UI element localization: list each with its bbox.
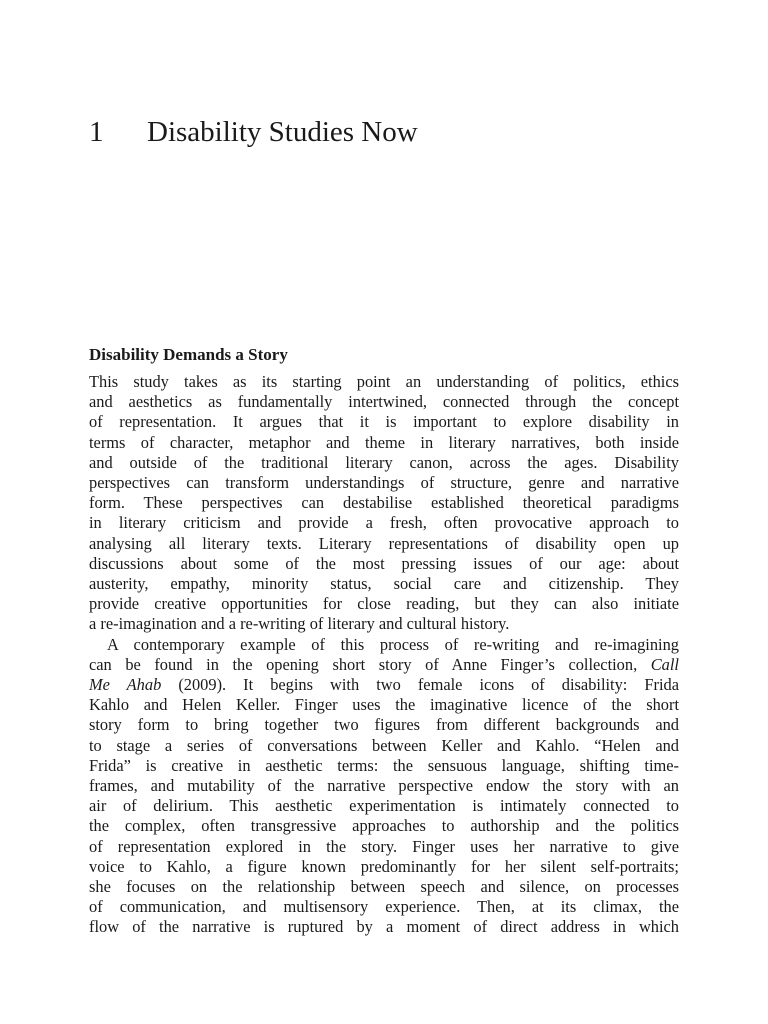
body-text [89, 372, 679, 938]
book-title-italic: Me Ahab [89, 675, 162, 695]
text-line: she focuses on the relationship between speech and silence, on processes [89, 877, 679, 897]
text-line: and outside of the traditional literary canon, across the ages. Disability [89, 452, 679, 472]
text-line: provide creative opportunities for close reading, but they can also initiate [89, 594, 679, 614]
text-line: the complex, often transgressive approaches to authorship and the politics [89, 816, 679, 836]
text-line: austerity, empathy, minority status, social care and citizenship. They [89, 574, 679, 594]
text-line: Frida” is creative in aesthetic terms: the sensuous language, shifting time- [89, 755, 679, 775]
text-line: form. These perspectives can destabilise established theoretical paradigms [89, 493, 679, 513]
text-line: of representation explored in the story. Finger uses her narrative to give [89, 836, 679, 856]
text-line: air of delirium. This aesthetic experimentation is intimately connected to [89, 796, 679, 816]
text-line: flow of the narrative is ruptured by a moment of direct address in which [89, 917, 679, 937]
text-line: story form to bring together two figures from different backgrounds and [89, 715, 679, 735]
book-title-italic: Call [650, 654, 679, 674]
text-run: (2009). It begins with two female icons of disability: Frida [178, 675, 679, 695]
chapter-title: Disability Studies Now [147, 116, 418, 148]
text-line: terms of character, metaphor and theme in literary narratives, both inside [89, 432, 679, 452]
paragraph-2 [89, 635, 679, 938]
text-line [89, 675, 679, 695]
text-line: a re-imagination and a re-writing of literary and cultural history. [89, 614, 510, 634]
paragraph-1 [89, 372, 679, 635]
text-line: discussions about some of the most pressing issues of our age: about [89, 553, 679, 573]
chapter-number: 1 [89, 116, 104, 148]
text-run: can be found in the opening short story of Anne Finger’s collection, [89, 654, 638, 674]
text-line: to stage a series of conversations between Keller and Kahlo. “Helen and [89, 735, 679, 755]
chapter-heading [89, 112, 418, 152]
text-line: voice to Kahlo, a figure known predominantly for her silent self-portraits; [89, 856, 679, 876]
text-line: analysing all literary texts. Literary representations of disability open up [89, 533, 679, 553]
text-line: of communication, and multisensory experience. Then, at its climax, the [89, 897, 679, 917]
text-line [89, 655, 679, 675]
section-heading: Disability Demands a Story [89, 345, 288, 364]
text-line: This study takes as its starting point an understanding of politics, ethics [89, 372, 679, 391]
book-page [89, 0, 679, 1024]
text-line: and aesthetics as fundamentally intertwined, connected through the concept [89, 392, 679, 412]
text-line: perspectives can transform understandings of structure, genre and narrative [89, 473, 679, 493]
text-line: A contemporary example of this process of re-writing and re-imagining [107, 634, 679, 654]
text-line: of representation. It argues that it is important to explore disability in [89, 412, 679, 432]
text-line: in literary criticism and provide a fresh, often provocative approach to [89, 513, 679, 533]
text-line: frames, and mutability of the narrative perspective endow the story with an [89, 776, 679, 796]
text-line: Kahlo and Helen Keller. Finger uses the imaginative licence of the short [89, 695, 679, 715]
